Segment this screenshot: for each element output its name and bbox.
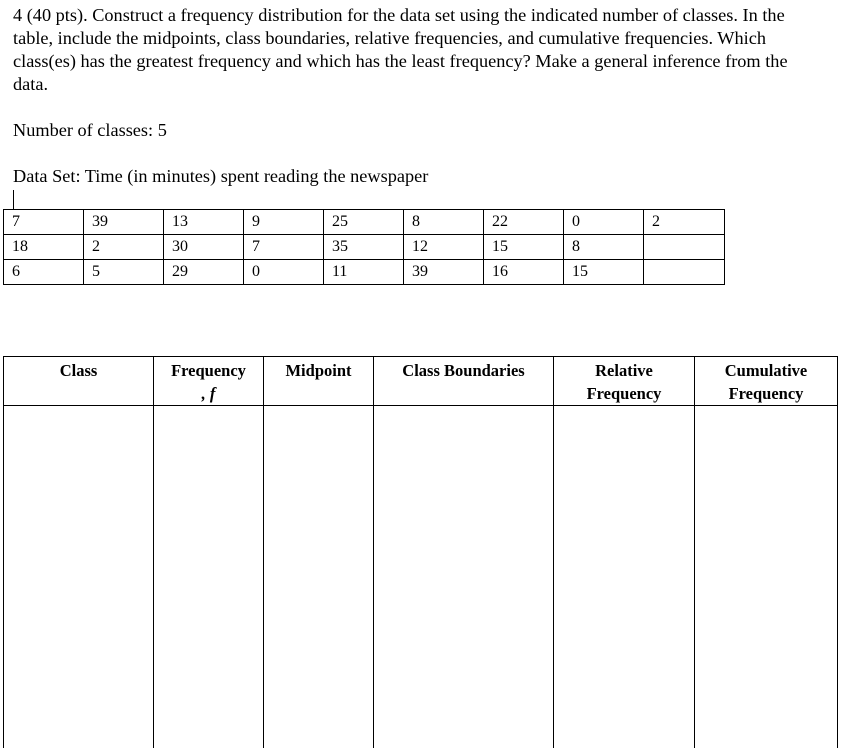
header-cumulative-label-2: Frequency xyxy=(728,384,804,403)
header-class-boundaries xyxy=(374,357,554,406)
data-cell xyxy=(644,260,725,285)
header-class-boundaries-label: Class Boundaries xyxy=(402,361,525,380)
data-cell: 11 xyxy=(324,260,404,285)
data-cell: 2 xyxy=(644,210,725,235)
answer-cell-frequency[interactable] xyxy=(154,406,264,748)
data-set-table xyxy=(3,209,725,285)
answer-row xyxy=(4,406,838,748)
data-cell: 5 xyxy=(84,260,164,285)
data-cell: 7 xyxy=(244,235,324,260)
header-relative-frequency xyxy=(554,357,695,406)
data-cell: 9 xyxy=(244,210,324,235)
dataset-label: Data Set: Time (in minutes) spent reading the newspaper xyxy=(13,166,429,186)
data-cell: 6 xyxy=(4,260,84,285)
data-cell: 7 xyxy=(4,210,84,235)
header-midpoint-label: Midpoint xyxy=(285,361,352,380)
data-row xyxy=(4,210,725,235)
number-of-classes: Number of classes: 5 xyxy=(13,120,167,140)
data-cell: 15 xyxy=(564,260,644,285)
data-row xyxy=(4,235,725,260)
data-row xyxy=(4,260,725,285)
data-cell: 35 xyxy=(324,235,404,260)
text-cursor xyxy=(13,190,14,209)
data-cell: 39 xyxy=(84,210,164,235)
header-class-label: Class xyxy=(59,361,98,380)
header-frequency-label: Frequency xyxy=(171,361,246,380)
header-midpoint xyxy=(264,357,374,406)
header-class xyxy=(4,357,154,406)
data-cell: 29 xyxy=(164,260,244,285)
answer-cell-class[interactable] xyxy=(4,406,154,748)
data-cell: 39 xyxy=(404,260,484,285)
answer-cell-relative-frequency[interactable] xyxy=(554,406,695,748)
data-cell: 2 xyxy=(84,235,164,260)
data-cell: 8 xyxy=(404,210,484,235)
data-cell: 15 xyxy=(484,235,564,260)
data-cell: 22 xyxy=(484,210,564,235)
data-cell: 18 xyxy=(4,235,84,260)
data-cell: 13 xyxy=(164,210,244,235)
answer-cell-class-boundaries[interactable] xyxy=(374,406,554,748)
question-text: 4 (40 pts). Construct a frequency distribution for the data set using the indicated number of classes. In the table, include the midpoints, class boundaries, relative frequencies, and cumulative frequencies. Which class(es) has the greatest frequency and which has the least frequency? Make a general inference from the data. xyxy=(13,5,788,94)
header-frequency-symbol: , f xyxy=(201,384,216,403)
data-cell: 30 xyxy=(164,235,244,260)
frequency-distribution-table xyxy=(3,356,838,748)
answer-cell-midpoint[interactable] xyxy=(264,406,374,748)
header-cumulative-label: Cumulative xyxy=(724,361,808,380)
header-relative-label-2: Frequency xyxy=(586,384,662,403)
data-cell: 8 xyxy=(564,235,644,260)
data-cell: 25 xyxy=(324,210,404,235)
header-frequency xyxy=(154,357,264,406)
data-cell: 12 xyxy=(404,235,484,260)
data-cell: 0 xyxy=(564,210,644,235)
header-cumulative-frequency xyxy=(695,357,838,406)
answer-cell-cumulative-frequency[interactable] xyxy=(695,406,838,748)
data-cell xyxy=(644,235,725,260)
header-relative-label: Relative xyxy=(595,361,653,380)
header-row xyxy=(4,357,838,406)
data-cell: 16 xyxy=(484,260,564,285)
data-cell: 0 xyxy=(244,260,324,285)
